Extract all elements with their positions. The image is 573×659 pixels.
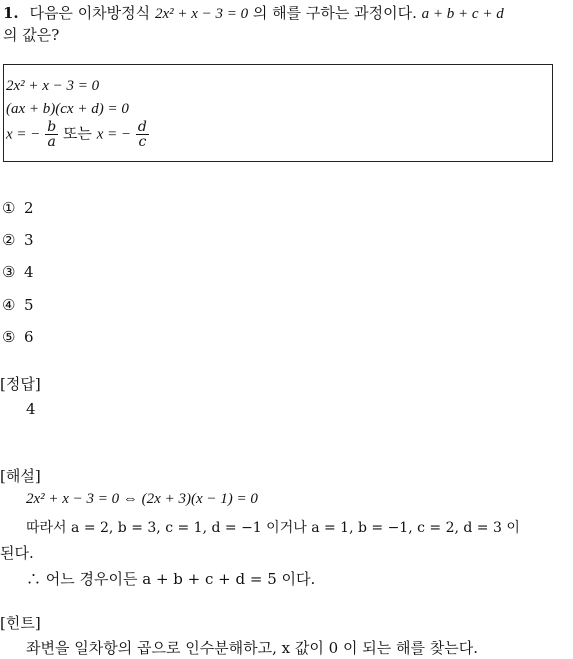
choice-marker: ⑤ [2, 328, 16, 346]
choice-marker: ① [2, 199, 16, 217]
process-line-3 [6, 120, 149, 149]
question-equation: 2x² + x − 3 = 0 [154, 6, 249, 22]
question-text: 다음은 이차방정식 [29, 4, 151, 22]
fraction-denominator: c [138, 134, 147, 150]
choice-value: 2 [24, 199, 34, 217]
question-text-tail: 의 해를 구하는 과정이다. [252, 4, 417, 22]
fraction-numerator: d [137, 119, 147, 135]
choice-2[interactable] [2, 231, 34, 249]
choice-value: 3 [24, 231, 34, 249]
process-or: 또는 [62, 124, 92, 143]
choice-5[interactable] [2, 328, 34, 346]
hint-label: [힌트] [0, 614, 41, 632]
question-stem-continued: 의 값은? [3, 26, 60, 44]
choice-3[interactable] [2, 263, 34, 281]
choice-value: 6 [24, 328, 34, 346]
explanation-line-4: ∴ 어느 경우이든 a + b + c + d = 5 이다. [26, 570, 316, 588]
choice-value: 4 [24, 263, 34, 281]
process-x-left: x = − [6, 126, 41, 143]
process-line-1: 2x² + x − 3 = 0 [6, 78, 100, 94]
answer-value: 4 [26, 400, 36, 418]
choice-value: 5 [24, 296, 34, 314]
explanation-line-1: 2x² + x − 3 = 0 ⇔ (2x + 3)(x − 1) = 0 [26, 491, 258, 507]
process-line-2: (ax + b)(cx + d) = 0 [6, 101, 129, 117]
fraction-numerator: b [47, 119, 57, 135]
choice-1[interactable] [2, 199, 34, 217]
explanation-line-2: 따라서 a = 2, b = 3, c = 1, d = −1 이거나 a = 1, b = −1, c = 2, d = 3 이 [26, 520, 520, 536]
answer-label: [정답] [0, 375, 41, 393]
choice-marker: ④ [2, 296, 16, 314]
choice-4[interactable] [2, 296, 34, 314]
process-x-right: x = − [96, 126, 132, 143]
choice-marker: ② [2, 231, 16, 249]
question-number: 1. [3, 4, 19, 22]
question-target-expression: a + b + c + d [421, 6, 504, 22]
question-stem [3, 2, 504, 23]
explanation-line-3: 된다. [0, 544, 34, 562]
fraction-b-over-a [45, 120, 58, 149]
choice-marker: ③ [2, 263, 16, 281]
explanation-label: [해설] [0, 467, 41, 485]
fraction-d-over-c [136, 120, 149, 149]
fraction-denominator: a [47, 134, 56, 150]
hint-text: 좌변을 일차항의 곱으로 인수분해하고, x 값이 0 이 되는 해를 찾는다. [26, 639, 478, 657]
